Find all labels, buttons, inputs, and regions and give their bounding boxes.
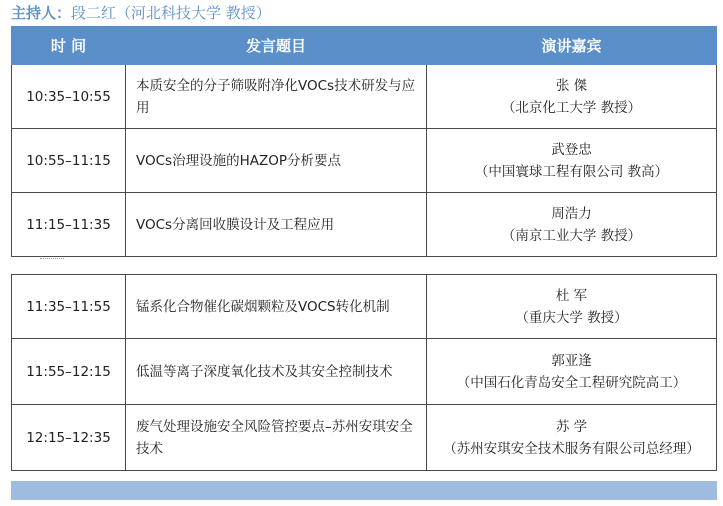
speaker-org: （中国石化青岛安全工程研究院高工） — [456, 374, 687, 391]
table-row — [12, 405, 717, 471]
session-time: 10:35–10:55 — [12, 65, 126, 129]
header-speaker: 演讲嘉宾 — [427, 27, 717, 65]
table-row — [12, 129, 717, 193]
table-row — [12, 275, 717, 339]
host-line — [11, 2, 271, 24]
session-speaker — [427, 193, 717, 257]
speaker-name: 郭亚逢 — [551, 352, 592, 369]
session-topic: 低温等离子深度氧化技术及其安全控制技术 — [126, 339, 427, 405]
session-time: 11:35–11:55 — [12, 275, 126, 339]
session-topic: 本质安全的分子筛吸附净化VOCs技术研发与应用 — [126, 65, 427, 129]
speaker-name: 张 傑 — [555, 77, 588, 94]
session-time: 11:55–12:15 — [12, 339, 126, 405]
session-topic: VOCs治理设施的HAZOP分析要点 — [126, 129, 427, 193]
speaker-name: 武登忠 — [551, 141, 592, 158]
session-speaker — [427, 129, 717, 193]
schedule-table-part2 — [11, 274, 717, 471]
speaker-name: 周浩力 — [551, 205, 592, 222]
session-speaker — [427, 65, 717, 129]
speaker-name: 苏 学 — [555, 418, 588, 435]
session-time: 11:15–11:35 — [12, 193, 126, 257]
speaker-org: （重庆大学 教授） — [515, 309, 628, 326]
table-row — [12, 193, 717, 257]
host-name: 段二红（河北科技大学 教授） — [71, 4, 271, 22]
session-speaker — [427, 405, 717, 471]
table-row — [12, 65, 717, 129]
session-topic: 锰系化合物催化碳烟颗粒及VOCS转化机制 — [126, 275, 427, 339]
host-label: 主持人： — [11, 4, 72, 22]
speaker-org: （北京化工大学 教授） — [501, 99, 642, 116]
schedule-table-part1 — [11, 26, 717, 257]
footer-bar — [11, 481, 717, 500]
header-row — [12, 27, 717, 65]
speaker-org: （苏州安琪安全技术服务有限公司总经理） — [443, 440, 700, 457]
header-topic: 发言题目 — [126, 27, 427, 65]
header-time: 时 间 — [12, 27, 126, 65]
page-break-gap — [0, 260, 723, 274]
session-time: 12:15–12:35 — [12, 405, 126, 471]
session-time: 10:55–11:15 — [12, 129, 126, 193]
table-row — [12, 339, 717, 405]
speaker-org: （中国寰球工程有限公司 教高） — [474, 163, 669, 180]
session-speaker — [427, 275, 717, 339]
speaker-name: 杜 军 — [555, 287, 588, 304]
speaker-org: （南京工业大学 教授） — [501, 227, 642, 244]
session-topic: 废气处理设施安全风险管控要点–苏州安琪安全技术 — [126, 405, 427, 471]
page-break-mark — [40, 258, 64, 262]
session-topic: VOCs分离回收膜设计及工程应用 — [126, 193, 427, 257]
session-speaker — [427, 339, 717, 405]
